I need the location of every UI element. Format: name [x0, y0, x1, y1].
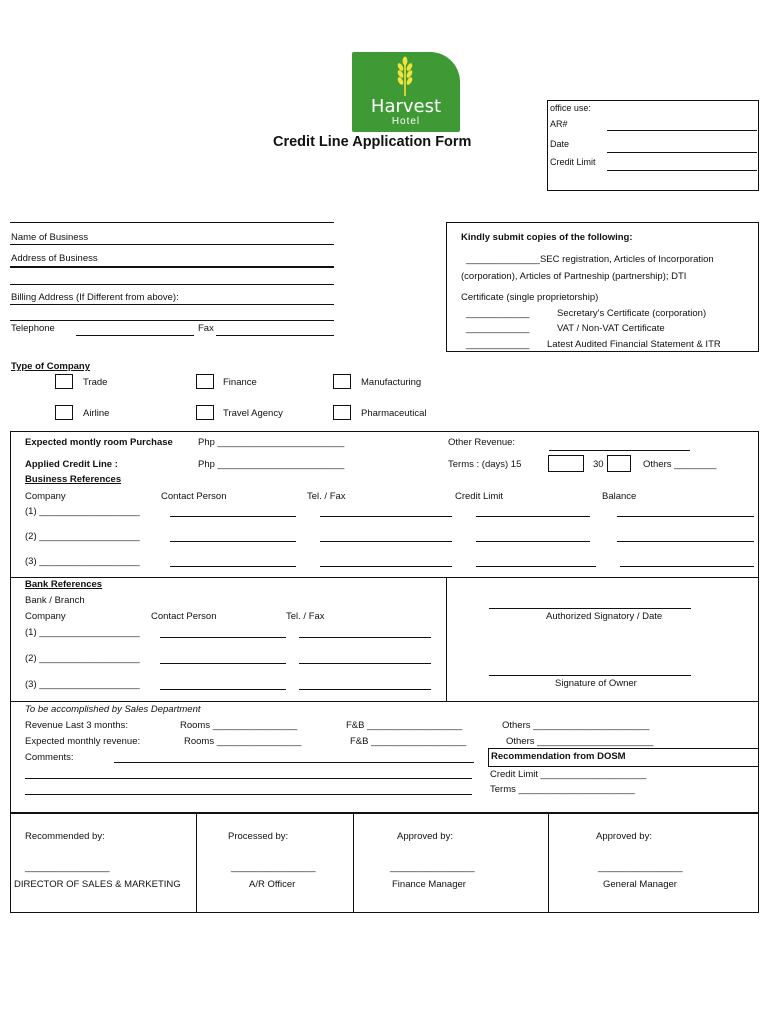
dosm-credit-limit-field[interactable]: Credit Limit ____________________ — [490, 769, 647, 780]
applied-credit-label: Applied Credit Line : — [25, 459, 118, 470]
bank-col-tel: Tel. / Fax — [286, 611, 325, 622]
approved-by-gm-label: Approved by: — [596, 831, 652, 842]
owner-signature-line[interactable] — [489, 675, 691, 676]
rooms-field-2[interactable]: Rooms ________________ — [184, 736, 302, 747]
approval-divider-2 — [353, 813, 354, 913]
bank-r3-contact[interactable] — [160, 689, 286, 690]
option-trade: Trade — [83, 377, 108, 388]
bank-row-2[interactable]: (2) ___________________ — [25, 653, 140, 664]
recommended-by-line[interactable]: ________________ — [25, 862, 110, 873]
billing-address-field-2[interactable] — [10, 320, 334, 321]
comments-label: Comments: — [25, 752, 74, 763]
other-revenue-label: Other Revenue: — [448, 437, 516, 448]
req-audited: Latest Audited Financial Statement & ITR — [547, 339, 721, 350]
checkbox-trade[interactable] — [55, 374, 73, 389]
option-manufacturing: Manufacturing — [361, 377, 422, 388]
business-name-label: Name of Business — [11, 232, 89, 243]
billing-address-label: Billing Address (If Different from above): — [11, 292, 179, 303]
processed-by-line[interactable]: ________________ — [231, 862, 316, 873]
office-use-box — [547, 100, 759, 191]
biz-r3-credit[interactable] — [476, 566, 596, 567]
billing-address-field[interactable] — [10, 304, 334, 305]
comments-line-2[interactable] — [25, 778, 472, 779]
req-sec-line1: ______________SEC registration, Articles of Incorporation — [466, 254, 714, 265]
company-type-heading: Type of Company — [11, 361, 90, 372]
terms-30-label: 30 — [593, 459, 604, 470]
req-sec-line2: (corporation), Articles of Partneship (partnership); DTI — [461, 271, 687, 282]
approved-by-finance-title: Finance Manager — [392, 879, 466, 890]
bank-row-3[interactable]: (3) ___________________ — [25, 679, 140, 690]
approval-divider-1 — [196, 813, 197, 913]
biz-r2-balance[interactable] — [617, 541, 754, 542]
recommended-by-title: DIRECTOR OF SALES & MARKETING — [14, 879, 181, 890]
bank-branch-label: Bank / Branch — [25, 595, 85, 606]
terms-15-box[interactable] — [548, 455, 584, 472]
biz-r1-balance[interactable] — [617, 516, 754, 517]
date-label: Date — [550, 139, 570, 149]
checkbox-manufacturing[interactable] — [333, 374, 351, 389]
authorized-signatory-label: Authorized Signatory / Date — [546, 611, 663, 622]
logo-subname: Hotel — [391, 116, 421, 127]
approved-by-gm-line[interactable]: ________________ — [598, 862, 683, 873]
option-airline: Airline — [83, 408, 110, 419]
business-address-field[interactable] — [10, 266, 334, 268]
expected-revenue-label: Expected monthly revenue: — [25, 736, 141, 747]
biz-row-1[interactable]: (1) ___________________ — [25, 506, 140, 517]
biz-r3-balance[interactable] — [620, 566, 754, 567]
biz-col-tel: Tel. / Fax — [307, 491, 346, 502]
bank-col-company: Company — [25, 611, 66, 622]
expected-room-field[interactable]: Php ________________________ — [198, 437, 345, 448]
others-field-2[interactable]: Others ______________________ — [506, 736, 654, 747]
requirements-heading: Kindly submit copies of the following: — [461, 232, 633, 243]
biz-col-balance: Balance — [602, 491, 637, 502]
approved-by-finance-line[interactable]: ________________ — [390, 862, 475, 873]
authorized-signatory-line[interactable] — [489, 608, 691, 609]
wheat-icon — [390, 56, 420, 96]
checkbox-travel-agency[interactable] — [196, 405, 214, 420]
rule — [10, 222, 334, 223]
ar-label: AR# — [550, 119, 568, 129]
checkbox-airline[interactable] — [55, 405, 73, 420]
ar-field[interactable] — [607, 130, 757, 131]
bank-r1-tel[interactable] — [299, 637, 431, 638]
bank-col-contact: Contact Person — [151, 611, 217, 622]
fb-field-2[interactable]: F&B __________________ — [350, 736, 467, 747]
bank-r3-tel[interactable] — [299, 689, 431, 690]
rooms-field-1[interactable]: Rooms ________________ — [180, 720, 298, 731]
fb-field-1[interactable]: F&B __________________ — [346, 720, 463, 731]
processed-by-label: Processed by: — [228, 831, 289, 842]
owner-signature-label: Signature of Owner — [555, 678, 637, 689]
approval-divider-3 — [548, 813, 549, 913]
biz-row-2[interactable]: (2) ___________________ — [25, 531, 140, 542]
fax-field[interactable] — [216, 335, 334, 336]
business-name-field[interactable] — [10, 244, 334, 245]
other-revenue-field[interactable] — [549, 450, 690, 451]
bank-references-heading: Bank References — [25, 579, 103, 590]
date-field[interactable] — [607, 152, 757, 153]
option-travel-agency: Travel Agency — [223, 408, 283, 419]
biz-r3-tel[interactable] — [320, 566, 452, 567]
revenue-3months-label: Revenue Last 3 months: — [25, 720, 128, 731]
telephone-label: Telephone — [11, 323, 55, 334]
terms-others[interactable]: Others ________ — [643, 459, 717, 470]
req-blank-1[interactable]: ____________ — [466, 308, 530, 319]
applied-credit-field[interactable]: Php ________________________ — [198, 459, 345, 470]
bank-r1-contact[interactable] — [160, 637, 286, 638]
comments-line-1[interactable] — [114, 762, 474, 763]
page-title: Credit Line Application Form — [273, 134, 472, 150]
option-pharmaceutical: Pharmaceutical — [361, 408, 427, 419]
recommended-by-label: Recommended by: — [25, 831, 105, 842]
req-sec-line3: Certificate (single proprietorship) — [461, 292, 599, 303]
checkbox-finance[interactable] — [196, 374, 214, 389]
option-finance: Finance — [223, 377, 257, 388]
biz-r2-contact[interactable] — [170, 541, 296, 542]
dosm-terms-field[interactable]: Terms ______________________ — [490, 784, 635, 795]
req-secretary: Secretary's Certificate (corporation) — [557, 308, 707, 319]
credit-limit-label: Credit Limit — [550, 157, 596, 167]
bank-r2-tel[interactable] — [299, 663, 431, 664]
terms-label: Terms : (days) 15 — [448, 459, 522, 470]
req-blank-2[interactable]: ____________ — [466, 323, 530, 334]
office-use-heading: office use: — [550, 103, 591, 113]
biz-r1-tel[interactable] — [320, 516, 452, 517]
biz-col-credit: Credit Limit — [455, 491, 504, 502]
comments-line-3[interactable] — [25, 794, 472, 795]
approved-by-gm-title: General Manager — [603, 879, 677, 890]
fax-label: Fax — [198, 323, 214, 334]
biz-r2-credit[interactable] — [476, 541, 590, 542]
biz-r1-contact[interactable] — [170, 516, 296, 517]
recommendation-heading: Recommendation from DOSM — [491, 751, 626, 762]
sales-heading: To be accomplished by Sales Department — [25, 704, 201, 715]
req-blank-3[interactable]: ____________ — [466, 339, 530, 350]
hotel-logo — [352, 52, 460, 132]
biz-r3-contact[interactable] — [170, 566, 296, 567]
approved-by-finance-label: Approved by: — [397, 831, 453, 842]
business-address-label: Address of Business — [11, 253, 98, 264]
credit-limit-field[interactable] — [607, 170, 757, 171]
checkbox-pharmaceutical[interactable] — [333, 405, 351, 420]
biz-row-3[interactable]: (3) ___________________ — [25, 556, 140, 567]
req-vat: VAT / Non-VAT Certificate — [557, 323, 665, 334]
telephone-field[interactable] — [76, 335, 194, 336]
biz-r1-credit[interactable] — [476, 516, 590, 517]
biz-r2-tel[interactable] — [320, 541, 452, 542]
bank-r2-contact[interactable] — [160, 663, 286, 664]
business-address-field-2[interactable] — [10, 284, 334, 285]
business-references-heading: Business References — [25, 474, 122, 485]
logo-name: Harvest — [370, 96, 442, 117]
bank-row-1[interactable]: (1) ___________________ — [25, 627, 140, 638]
biz-col-company: Company — [25, 491, 66, 502]
processed-by-title: A/R Officer — [249, 879, 296, 890]
biz-col-contact: Contact Person — [161, 491, 227, 502]
others-field-1[interactable]: Others ______________________ — [502, 720, 650, 731]
expected-room-label: Expected montly room Purchase — [25, 437, 173, 448]
terms-30-box[interactable] — [607, 455, 631, 472]
